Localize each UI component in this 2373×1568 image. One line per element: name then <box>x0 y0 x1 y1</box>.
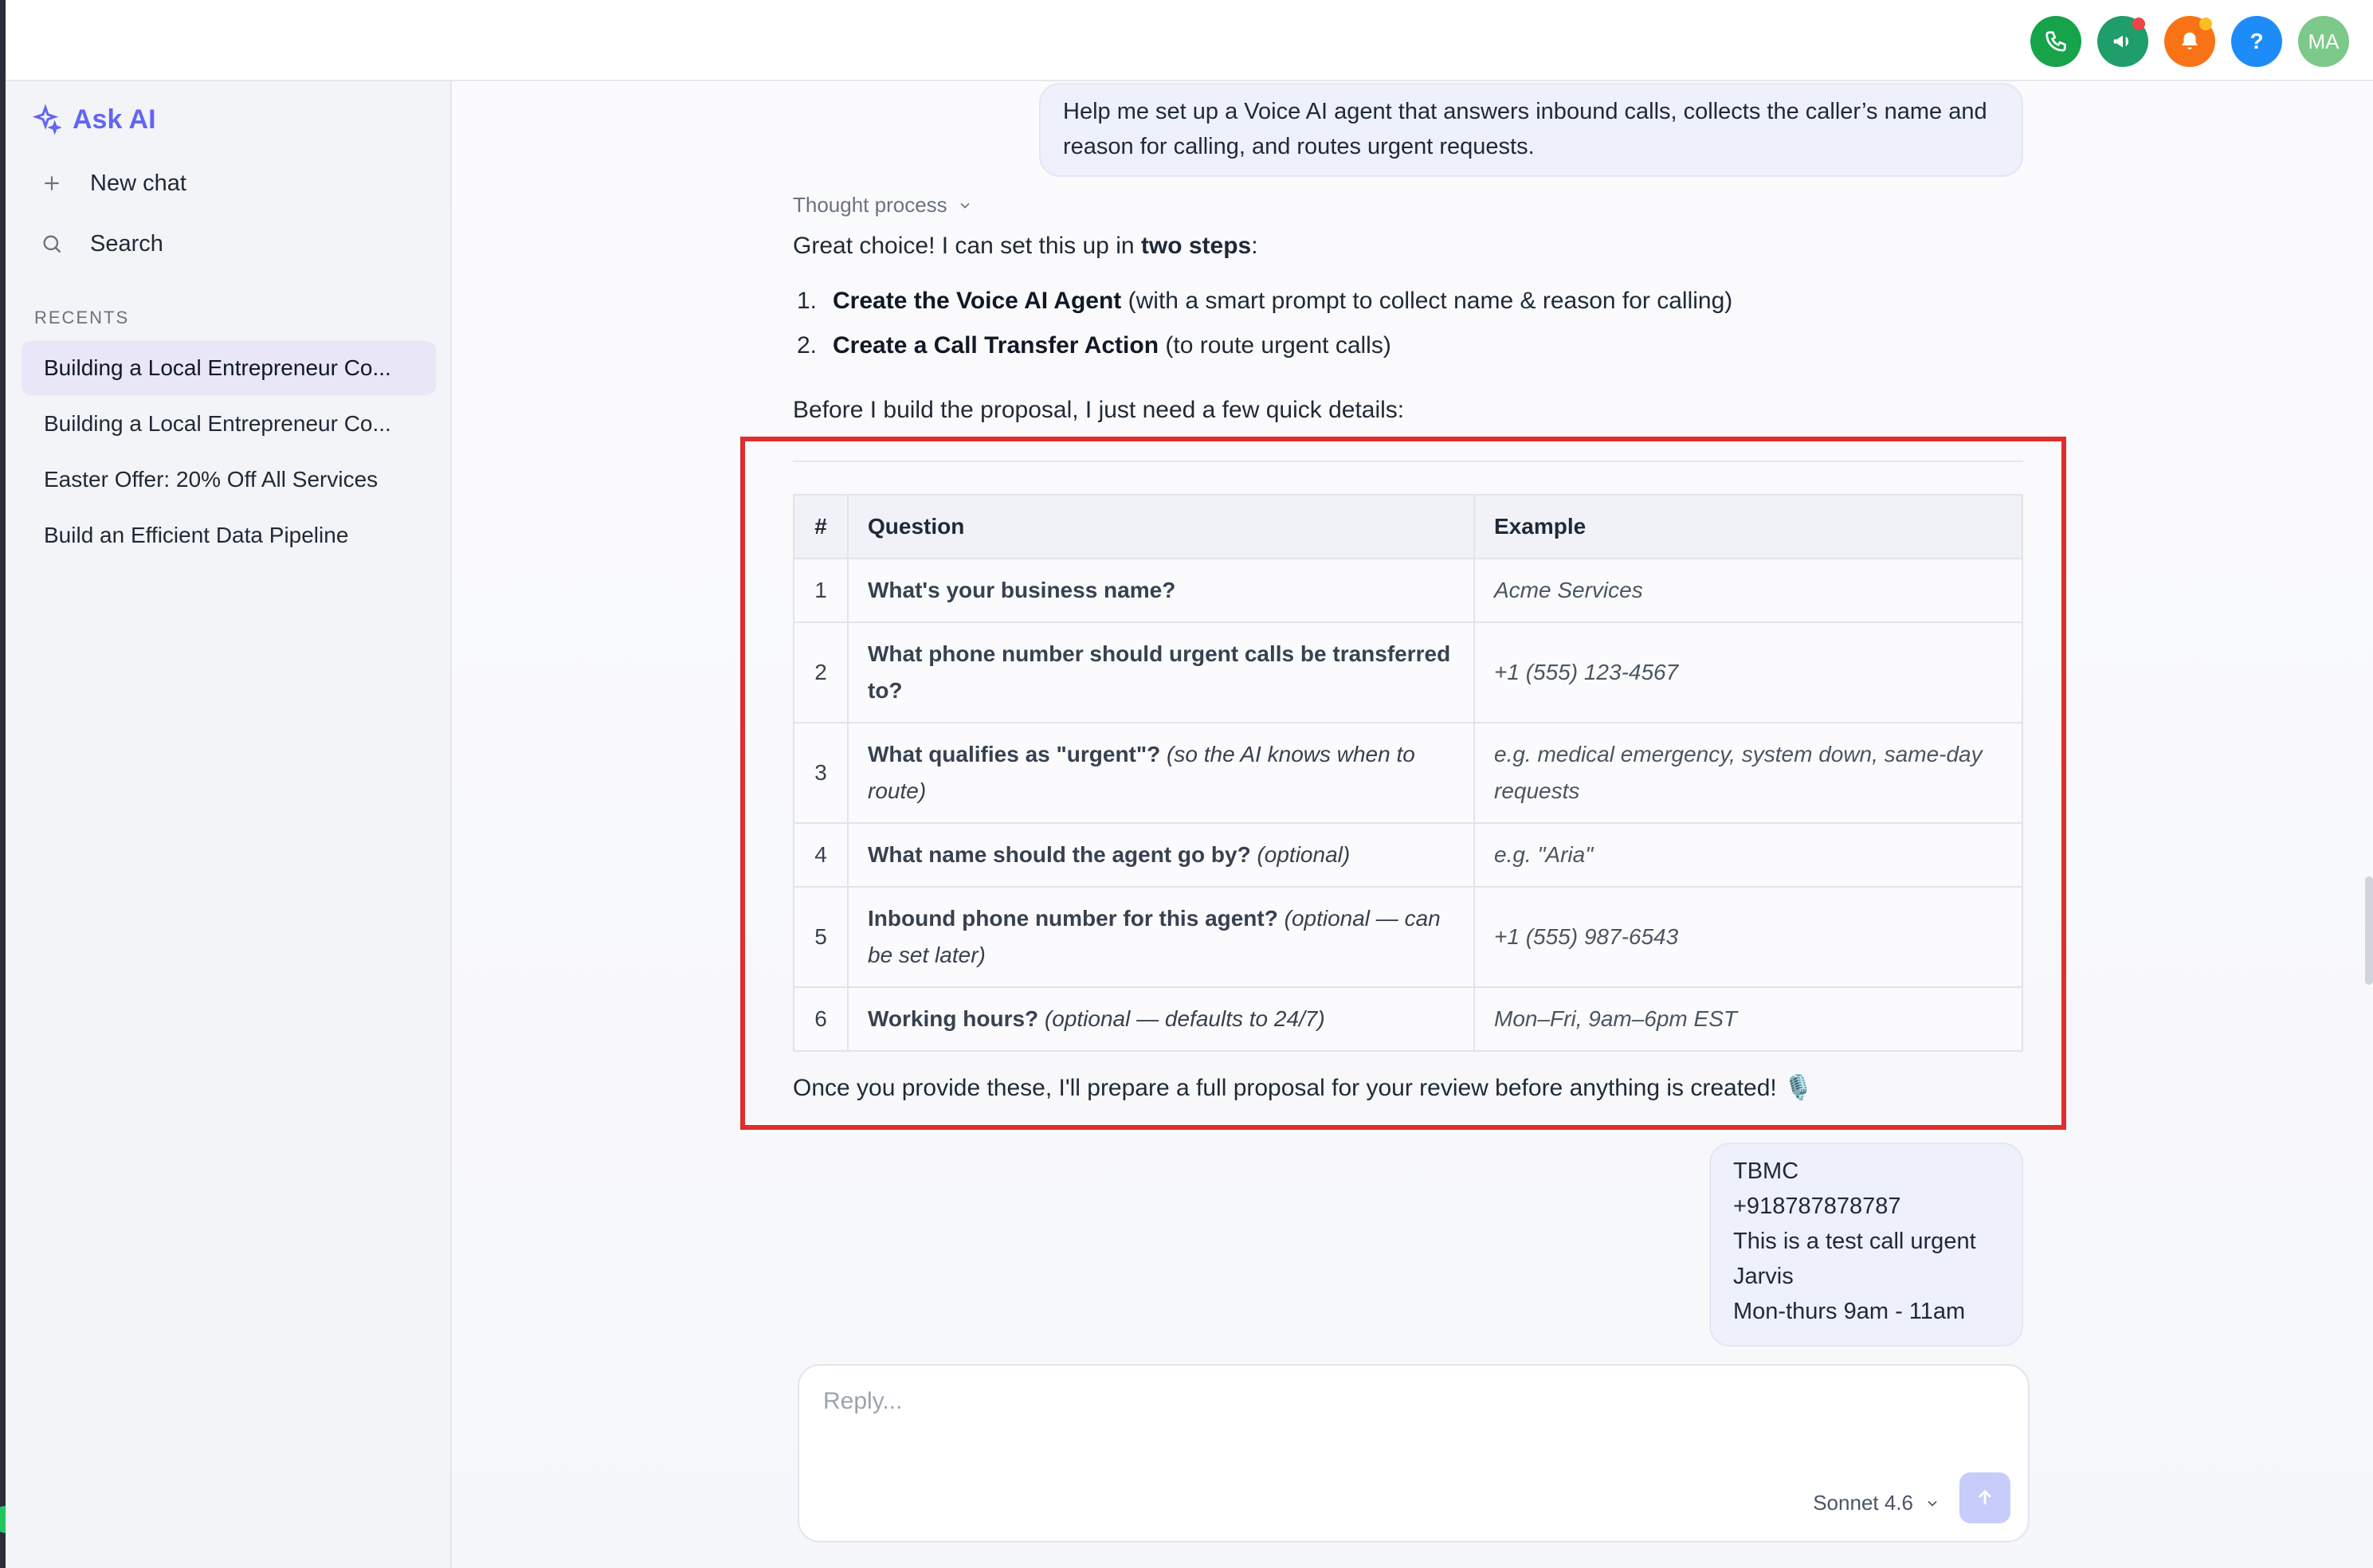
recent-chat-item[interactable]: Building a Local Entrepreneur Co... <box>22 341 436 395</box>
question-text: Working hours? <box>868 1006 1039 1031</box>
question-text: Inbound phone number for this agent? <box>868 906 1278 931</box>
recents-heading: RECENTS <box>34 308 130 327</box>
arrow-up-icon <box>1974 1487 1996 1509</box>
step-item <box>793 330 1732 362</box>
question-note: (optional — can be set later) <box>868 906 1441 967</box>
notification-badge <box>2199 18 2212 30</box>
step-title: Create the Voice AI Agent <box>833 288 1122 314</box>
step-detail: (with a smart prompt to collect name & reason for calling) <box>1121 288 1733 314</box>
model-label: Sonnet 4.6 <box>1813 1491 1913 1515</box>
avatar[interactable]: MA <box>2298 16 2349 67</box>
table-header: # <box>794 495 848 559</box>
thought-process-label: Thought process <box>793 193 947 217</box>
question-text: What phone number should urgent calls be transferred to? <box>868 641 1451 703</box>
example-cell: Acme Services <box>1474 559 2022 622</box>
steps-list <box>793 285 1732 374</box>
step-number: 2. <box>796 332 817 359</box>
plus-icon <box>37 169 66 198</box>
intro-bold: two steps <box>1140 233 1252 259</box>
bell-icon[interactable] <box>2164 16 2215 67</box>
app-title: Ask AI <box>73 104 156 135</box>
step-item <box>793 285 1732 317</box>
step-detail: (to route urgent calls) <box>1159 332 1391 359</box>
search-button[interactable] <box>37 229 163 258</box>
chat-area <box>452 81 2373 1568</box>
example-cell: +1 (555) 123-4567 <box>1474 622 2022 723</box>
help-icon[interactable]: ? <box>2231 16 2282 67</box>
row-number: 2 <box>794 622 848 723</box>
step-title: Create a Call Transfer Action <box>833 332 1159 359</box>
model-selector[interactable] <box>1813 1491 1940 1515</box>
user-message: Help me set up a Voice AI agent that answers inbound calls, collects the caller’s name and reason for calling, and routes urgent requests. <box>1039 83 2023 177</box>
intro-suffix: : <box>1251 233 1258 259</box>
new-chat-button[interactable] <box>37 169 186 198</box>
example-cell: e.g. "Aria" <box>1474 823 2022 887</box>
before-text: Before I build the proposal, I just need a few quick details: <box>793 397 1405 423</box>
example-cell: Mon–Fri, 9am–6pm EST <box>1474 987 2022 1051</box>
question-note: (optional — defaults to 24/7) <box>1038 1006 1325 1031</box>
reply-composer <box>798 1364 2030 1543</box>
send-button[interactable] <box>1959 1472 2010 1523</box>
example-cell: +1 (555) 987-6543 <box>1474 887 2022 987</box>
chevron-down-icon <box>957 198 973 214</box>
search-label: Search <box>90 230 163 257</box>
question-text: What's your business name? <box>868 578 1176 602</box>
sidebar <box>6 81 452 1568</box>
thought-process-toggle[interactable] <box>793 193 973 218</box>
scrollbar-thumb[interactable] <box>2365 876 2373 985</box>
recent-chat-item[interactable]: Easter Offer: 20% Off All Services <box>44 467 379 492</box>
example-cell: e.g. medical emergency, system down, same-day requests <box>1474 723 2022 823</box>
question-note: (so the AI knows when to route) <box>868 742 1415 803</box>
table-header: Example <box>1474 495 2022 559</box>
question-text: What name should the agent go by? <box>868 842 1251 867</box>
table-header: Question <box>848 495 1474 559</box>
step-number: 1. <box>796 288 817 314</box>
question-text: What qualifies as "urgent"? <box>868 742 1161 766</box>
reply-input[interactable] <box>823 1382 1939 1421</box>
assistant-intro <box>793 233 1258 260</box>
top-bar <box>6 0 2373 81</box>
assistant-outro: Once you provide these, I'll prepare a full proposal for your review before anything is created! 🎙️ <box>793 1075 1814 1101</box>
window-edge <box>0 0 6 1568</box>
row-number: 4 <box>794 823 848 887</box>
sparkle-icon <box>29 104 61 135</box>
recent-chat-item[interactable]: Building a Local Entrepreneur Co... <box>44 411 391 436</box>
phone-icon[interactable] <box>2030 16 2081 67</box>
topbar-actions <box>2030 16 2349 67</box>
intro-text: Great choice! I can set this up in <box>793 233 1141 259</box>
notification-badge <box>2132 18 2145 30</box>
brand <box>29 104 156 135</box>
megaphone-icon[interactable] <box>2097 16 2148 67</box>
highlight-annotation <box>740 437 2066 1130</box>
row-number: 5 <box>794 887 848 987</box>
question-note: (optional) <box>1250 842 1351 867</box>
row-number: 1 <box>794 559 848 622</box>
row-number: 3 <box>794 723 848 823</box>
chevron-down-icon <box>1924 1495 1940 1511</box>
user-message: TBMC +918787878787 This is a test call urgent Jarvis Mon-thurs 9am - 11am <box>1709 1143 2023 1347</box>
recent-chat-item[interactable]: Build an Efficient Data Pipeline <box>44 523 349 547</box>
row-number: 6 <box>794 987 848 1051</box>
search-icon <box>37 229 66 258</box>
new-chat-label: New chat <box>90 170 186 196</box>
